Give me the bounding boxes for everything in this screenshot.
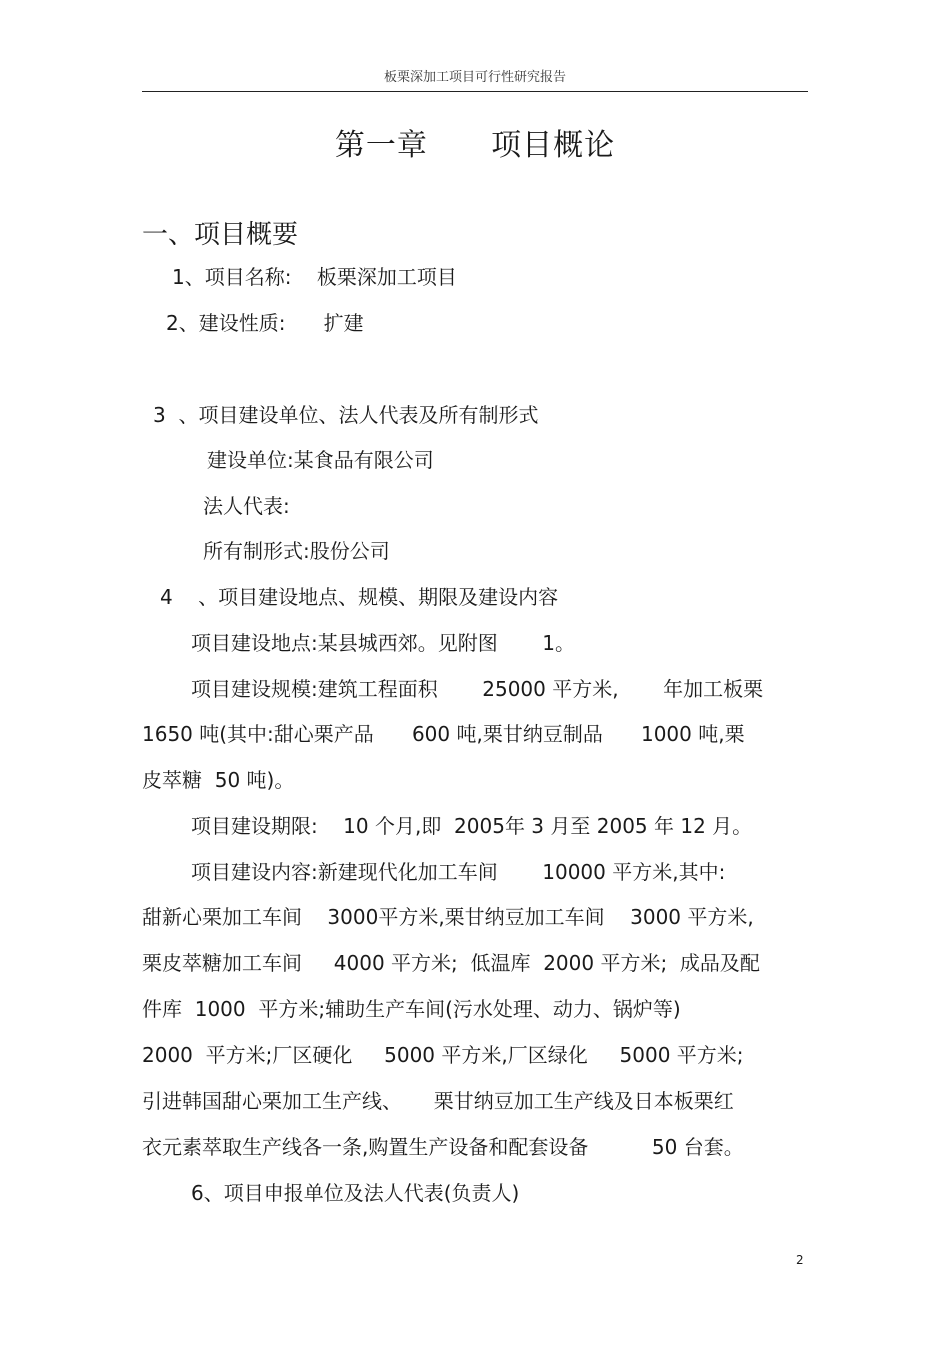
body-line: 6、项目申报单位及法人代表(负责人) <box>191 1181 520 1205</box>
running-header: 板栗深加工项目可行性研究报告 <box>383 70 566 85</box>
body-line: 栗皮萃糖加工车间 4000 平方米; 低温库 2000 平方米; 成品及配 <box>142 951 760 975</box>
body-line: 2、建设性质: 扩建 <box>166 311 364 335</box>
body-line: 建设单位:某食品有限公司 <box>207 448 434 472</box>
body-line: 甜新心栗加工车间 3000平方米,栗甘纳豆加工车间 3000 平方米, <box>142 905 754 929</box>
body-line: 3 、项目建设单位、法人代表及所有制形式 <box>153 403 539 427</box>
body-line: 1、项目名称: 板栗深加工项目 <box>172 265 457 289</box>
body-line: 项目建设期限: 10 个月,即 2005年 3 月至 2005 年 12 月。 <box>191 814 753 838</box>
body-line: 衣元素萃取生产线各一条,购置生产设备和配套设备 50 台套。 <box>142 1135 744 1159</box>
body-line: 2000 平方米;厂区硬化 5000 平方米,厂区绿化 5000 平方米; <box>142 1043 744 1067</box>
body-line: 件库 1000 平方米;辅助生产车间(污水处理、动力、锅炉等) <box>142 997 681 1021</box>
header-divider <box>142 91 808 92</box>
page-number: 2 <box>796 1253 804 1267</box>
body-line: 项目建设地点:某县城西郊。见附图 1。 <box>191 631 575 655</box>
body-line: 所有制形式:股份公司 <box>203 539 390 563</box>
body-line: 法人代表: <box>203 494 290 518</box>
body-line: 1650 吨(其中:甜心栗产品 600 吨,栗甘纳豆制品 1000 吨,栗 <box>142 722 745 746</box>
body-line: 项目建设规模:建筑工程面积 25000 平方米, 年加工板栗 <box>191 677 764 701</box>
body-line: 4 、项目建设地点、规模、期限及建设内容 <box>160 585 559 609</box>
body-line: 皮萃糖 50 吨)。 <box>142 768 295 792</box>
body-line: 项目建设内容:新建现代化加工车间 10000 平方米,其中: <box>191 860 726 884</box>
section-title: 一、项目概要 <box>142 220 299 250</box>
chapter-title: 第一章 项目概论 <box>334 128 616 163</box>
body-line: 引进韩国甜心栗加工生产线、 栗甘纳豆加工生产线及日本板栗红 <box>142 1089 734 1113</box>
